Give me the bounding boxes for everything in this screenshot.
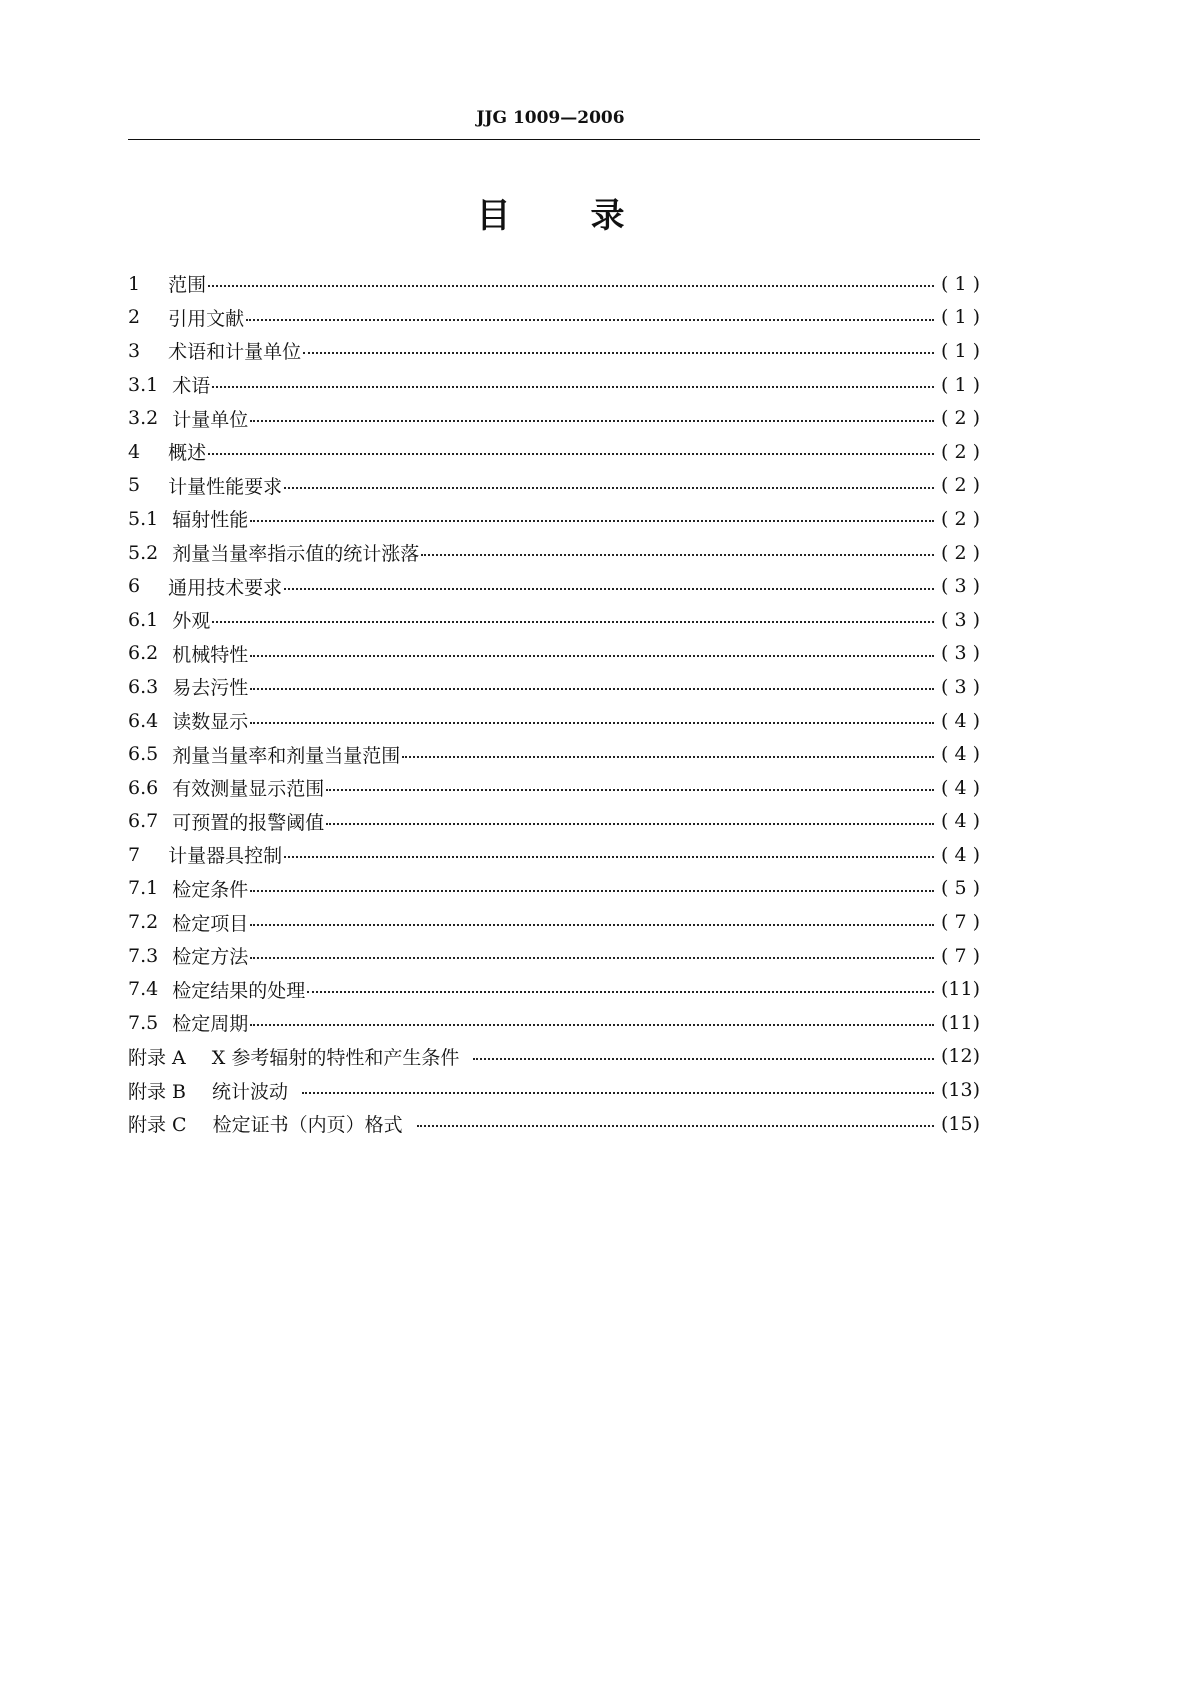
toc-entry-page: ( 7 ) [941,944,980,967]
toc-dot-leader [284,837,934,858]
toc-dot-leader [417,1106,934,1127]
toc-entry[interactable] [128,368,980,402]
toc-dot-leader [250,669,934,690]
toc-entry-label: 检定方法 [172,946,249,969]
toc-entry[interactable] [128,1040,980,1074]
toc-entry-number: 6.7 [128,810,159,833]
toc-dot-leader [250,401,934,422]
toc-entry-page: ( 2 ) [941,541,980,564]
toc-entry-label: 统计波动 [212,1080,289,1103]
toc-entry[interactable] [128,905,980,939]
toc-dot-leader [284,468,934,489]
toc-entry-label: 检定条件 [172,878,249,901]
toc-entry[interactable] [128,972,980,1006]
toc-dot-leader [250,1005,934,1026]
toc-title-char-2: 录 [590,196,625,236]
toc-entry-page: ( 1 ) [941,373,980,396]
toc-entry-label: 术语 [172,375,211,398]
toc-entry[interactable] [128,838,980,872]
toc-entry-number: 5.2 [128,541,159,564]
toc-entry-page: ( 7 ) [941,911,980,934]
toc-entry-page: ( 1 ) [941,306,980,329]
toc-dot-leader [307,972,934,993]
toc-entry[interactable] [128,502,980,536]
toc-entry[interactable] [128,670,980,704]
toc-entry[interactable] [128,267,980,301]
toc-entry-page: ( 3 ) [941,575,980,598]
toc-entry-label: 检定周期 [172,1013,249,1036]
toc-entry-number: 5.1 [128,507,159,530]
toc-entry-number: 6.2 [128,642,159,665]
toc-entry-page: ( 2 ) [941,407,980,430]
toc-entry-page: ( 1 ) [941,339,980,362]
toc-entry-label: 读数显示 [172,711,249,734]
toc-entry-page: (12) [940,1045,980,1068]
toc-entry-label: 计量器具控制 [168,845,283,868]
toc-entry-page: ( 2 ) [941,507,980,530]
toc-entry-number: 7 [128,843,141,866]
toc-entry[interactable] [128,469,980,503]
toc-entry[interactable] [128,401,980,435]
document-code-header: JJG 1009—2006 [476,108,625,128]
toc-entry-label: 范围 [168,274,207,297]
toc-dot-leader [473,1039,934,1060]
toc-entry-page: ( 2 ) [941,440,980,463]
toc-dot-leader [250,501,934,522]
toc-dot-leader [212,602,934,623]
toc-dot-leader [250,905,934,926]
toc-dot-leader [421,535,934,556]
table-of-contents [128,267,980,1140]
toc-entry[interactable] [128,939,980,973]
toc-entry-label: 剂量当量率指示值的统计涨落 [172,543,420,566]
toc-entry-label: 概述 [168,442,207,465]
toc-entry-number: 7.2 [128,911,159,934]
toc-entry[interactable] [128,536,980,570]
toc-entry-page: ( 4 ) [941,709,980,732]
toc-entry-number: 2 [128,306,141,329]
toc-entry-number: 附录 B [128,1080,187,1103]
toc-entry-label: X 参考辐射的特性和产生条件 [211,1046,460,1069]
toc-entry-number: 5 [128,474,141,497]
toc-dot-leader [212,367,934,388]
toc-entry[interactable] [128,435,980,469]
toc-entry-page: ( 5 ) [941,877,980,900]
toc-entry-label: 可预置的报警阈值 [172,811,325,834]
toc-entry-number: 6.6 [128,776,159,799]
toc-entry[interactable] [128,704,980,738]
toc-entry-page: ( 4 ) [941,810,980,833]
toc-entry-number: 3.1 [128,373,159,396]
toc-entry-page: ( 2 ) [941,474,980,497]
toc-dot-leader [302,1073,934,1094]
toc-entry-number: 6 [128,575,141,598]
toc-dot-leader [250,636,934,657]
toc-dot-leader [284,569,934,590]
toc-entry[interactable] [128,1006,980,1040]
toc-entry-page: (11) [940,978,980,1001]
toc-dot-leader [402,737,934,758]
toc-entry-number: 7.4 [128,978,159,1001]
toc-entry-number: 附录 A [128,1046,186,1069]
toc-entry-page: ( 4 ) [941,743,980,766]
toc-entry-number: 6.4 [128,709,159,732]
toc-entry-label: 通用技术要求 [168,576,283,599]
toc-entry[interactable] [128,872,980,906]
toc-entry-label: 检定项目 [172,912,249,935]
toc-dot-leader [250,871,934,892]
toc-dot-leader [208,266,934,287]
toc-entry-page: ( 1 ) [941,272,980,295]
toc-entry-label: 辐射性能 [172,509,249,532]
toc-entry-label: 引用文献 [168,307,245,330]
toc-dot-leader [303,333,934,354]
toc-entry-label: 计量单位 [172,408,249,431]
toc-dot-leader [250,703,934,724]
toc-entry[interactable] [128,301,980,335]
toc-dot-leader [326,804,934,825]
toc-dot-leader [208,434,934,455]
toc-entry-label: 检定结果的处理 [172,979,306,1002]
header-rule [128,139,980,140]
toc-entry-page: ( 3 ) [941,642,980,665]
toc-entry-number: 7.1 [128,877,159,900]
toc-entry-label: 有效测量显示范围 [172,778,325,801]
toc-entry[interactable] [128,737,980,771]
toc-entry-number: 6.5 [128,743,159,766]
toc-entry-number: 1 [128,272,141,295]
toc-dot-leader [246,300,934,321]
toc-entry-page: ( 4 ) [941,776,980,799]
toc-entry-number: 7.5 [128,1011,159,1034]
toc-entry-number: 6.3 [128,675,159,698]
toc-entry-page: (13) [940,1079,980,1102]
toc-entry-page: (11) [940,1011,980,1034]
toc-entry-number: 6.1 [128,608,159,631]
toc-entry-label: 剂量当量率和剂量当量范围 [172,744,401,767]
toc-entry-page: (15) [940,1112,980,1135]
toc-dot-leader [250,938,934,959]
toc-dot-leader [326,770,934,791]
toc-entry[interactable] [128,569,980,603]
toc-entry-label: 计量性能要求 [168,475,283,498]
toc-entry-label: 外观 [172,610,211,633]
toc-entry-page: ( 4 ) [941,843,980,866]
toc-entry-label: 易去污性 [172,677,249,700]
toc-entry-number: 3 [128,339,141,362]
toc-title [0,188,1101,237]
toc-entry[interactable] [128,637,980,671]
toc-entry-label: 术语和计量单位 [168,341,302,364]
toc-entry-page: ( 3 ) [941,675,980,698]
toc-entry-label: 检定证书（内页）格式 [212,1114,403,1137]
toc-entry[interactable] [128,334,980,368]
toc-entry[interactable] [128,603,980,637]
toc-entry[interactable] [128,805,980,839]
toc-entry-page: ( 3 ) [941,608,980,631]
toc-entry-number: 7.3 [128,944,159,967]
toc-entry[interactable] [128,1073,980,1107]
toc-entry[interactable] [128,771,980,805]
toc-entry[interactable] [128,1107,980,1141]
toc-entry-number: 3.2 [128,407,159,430]
toc-entry-label: 机械特性 [172,643,249,666]
toc-title-char-1: 目 [476,196,511,236]
toc-entry-number: 附录 C [128,1114,187,1137]
toc-entry-number: 4 [128,440,141,463]
